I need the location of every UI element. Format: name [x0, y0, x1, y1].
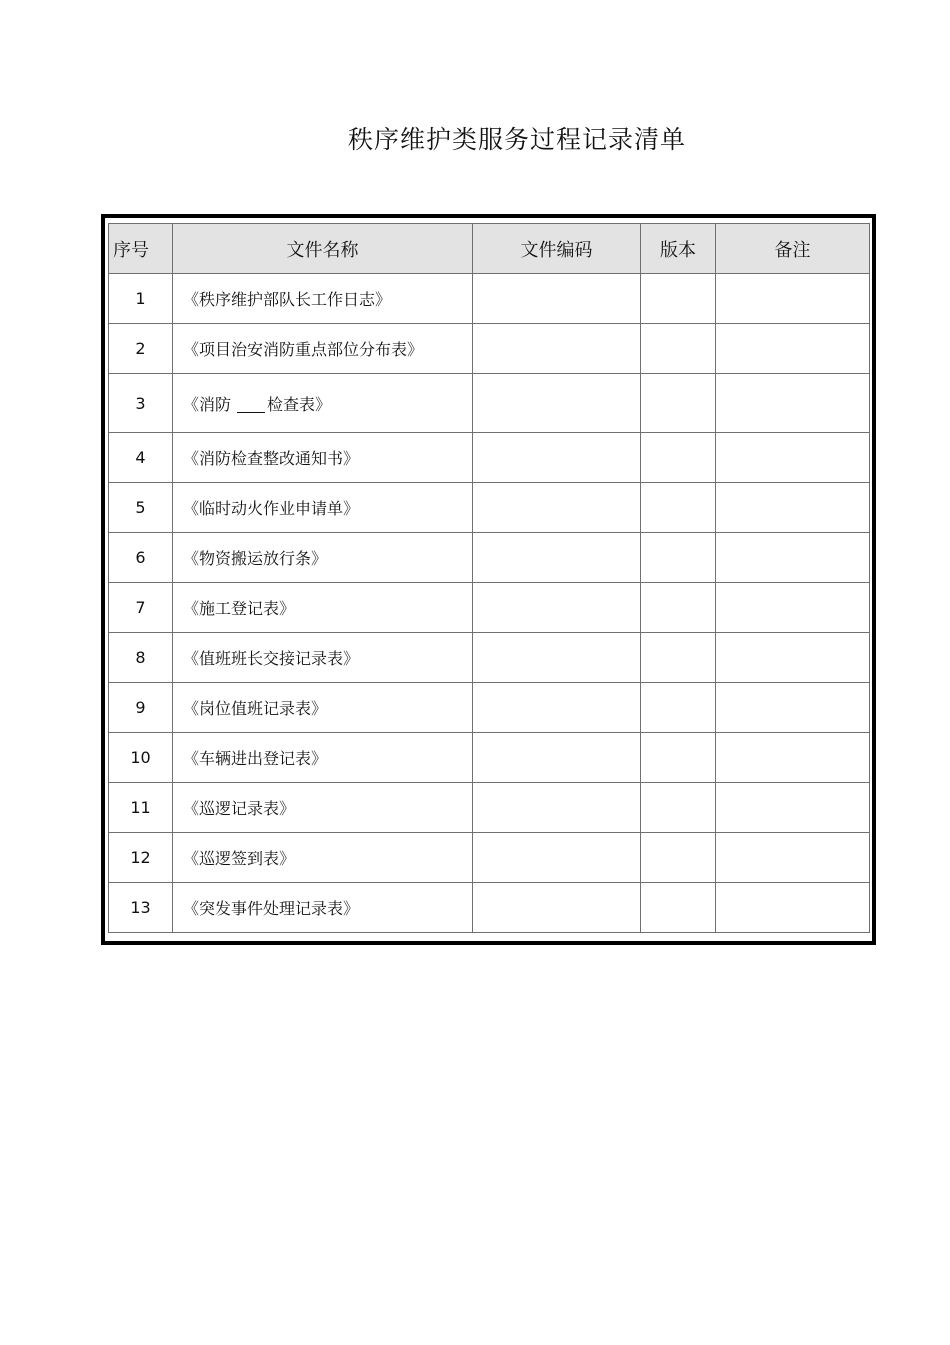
- row-remarks: [716, 883, 870, 933]
- row-file-code: [473, 533, 641, 583]
- table-row: [109, 533, 870, 583]
- table-row: [109, 433, 870, 483]
- row-file-code: [473, 583, 641, 633]
- row-file-name: 《临时动火作业申请单》: [173, 483, 473, 533]
- row-remarks: [716, 783, 870, 833]
- row-version: [641, 883, 716, 933]
- row-file-code: [473, 483, 641, 533]
- row-file-name: 《消防检查整改通知书》: [173, 433, 473, 483]
- row-remarks: [716, 483, 870, 533]
- row-file-code: [473, 733, 641, 783]
- header-serial-number: 序号: [109, 224, 173, 274]
- row-number: 6: [109, 533, 173, 583]
- row-file-name: 《秩序维护部队长工作日志》: [173, 274, 473, 324]
- row-version: [641, 733, 716, 783]
- table-row: [109, 733, 870, 783]
- row-remarks: [716, 274, 870, 324]
- row-version: [641, 683, 716, 733]
- row-remarks: [716, 324, 870, 374]
- row-number: 10: [109, 733, 173, 783]
- table-row: [109, 833, 870, 883]
- table-row: [109, 783, 870, 833]
- row-number: 4: [109, 433, 173, 483]
- row-file-code: [473, 274, 641, 324]
- row-file-code: [473, 683, 641, 733]
- row-remarks: [716, 733, 870, 783]
- table-row: [109, 633, 870, 683]
- header-remarks: 备注: [716, 224, 870, 274]
- row-version: [641, 583, 716, 633]
- row-number: 13: [109, 883, 173, 933]
- row-version: [641, 483, 716, 533]
- row-remarks: [716, 533, 870, 583]
- row-file-name: 《施工登记表》: [173, 583, 473, 633]
- row-file-name: 《车辆进出登记表》: [173, 733, 473, 783]
- table-row: [109, 583, 870, 633]
- document-title: 秩序维护类服务过程记录清单: [347, 125, 686, 154]
- file-name-suffix: 检查表》: [267, 394, 332, 414]
- row-version: [641, 783, 716, 833]
- row-file-name: [173, 374, 473, 433]
- row-number: 9: [109, 683, 173, 733]
- row-remarks: [716, 583, 870, 633]
- table-header-row: [109, 224, 870, 274]
- row-version: [641, 374, 716, 433]
- row-file-name: 《项目治安消防重点部位分布表》: [173, 324, 473, 374]
- row-number: 2: [109, 324, 173, 374]
- header-file-name: 文件名称: [173, 224, 473, 274]
- records-table: [108, 223, 870, 933]
- row-version: [641, 833, 716, 883]
- row-number: 1: [109, 274, 173, 324]
- table-row: [109, 324, 870, 374]
- fill-in-blank: [237, 396, 265, 413]
- row-number: 5: [109, 483, 173, 533]
- row-file-name: 《岗位值班记录表》: [173, 683, 473, 733]
- row-version: [641, 433, 716, 483]
- records-table-frame: [101, 214, 876, 945]
- table-row: [109, 683, 870, 733]
- table-row: [109, 274, 870, 324]
- row-remarks: [716, 374, 870, 433]
- row-number: 8: [109, 633, 173, 683]
- row-version: [641, 633, 716, 683]
- row-file-code: [473, 883, 641, 933]
- row-version: [641, 533, 716, 583]
- row-number: 12: [109, 833, 173, 883]
- table-row: [109, 374, 870, 433]
- header-version: 版本: [641, 224, 716, 274]
- row-file-name: 《突发事件处理记录表》: [173, 883, 473, 933]
- row-file-name: 《物资搬运放行条》: [173, 533, 473, 583]
- row-file-code: [473, 433, 641, 483]
- row-remarks: [716, 433, 870, 483]
- row-remarks: [716, 633, 870, 683]
- row-number: 3: [109, 374, 173, 433]
- row-file-code: [473, 324, 641, 374]
- row-version: [641, 274, 716, 324]
- row-remarks: [716, 833, 870, 883]
- row-file-name: 《值班班长交接记录表》: [173, 633, 473, 683]
- row-number: 11: [109, 783, 173, 833]
- header-file-code: 文件编码: [473, 224, 641, 274]
- row-file-code: [473, 374, 641, 433]
- row-number: 7: [109, 583, 173, 633]
- table-row: [109, 883, 870, 933]
- table-row: [109, 483, 870, 533]
- row-file-code: [473, 833, 641, 883]
- row-remarks: [716, 683, 870, 733]
- row-file-code: [473, 783, 641, 833]
- file-name-prefix: 《消防: [183, 394, 232, 414]
- row-file-name: 《巡逻签到表》: [173, 833, 473, 883]
- row-file-name: 《巡逻记录表》: [173, 783, 473, 833]
- row-version: [641, 324, 716, 374]
- row-file-code: [473, 633, 641, 683]
